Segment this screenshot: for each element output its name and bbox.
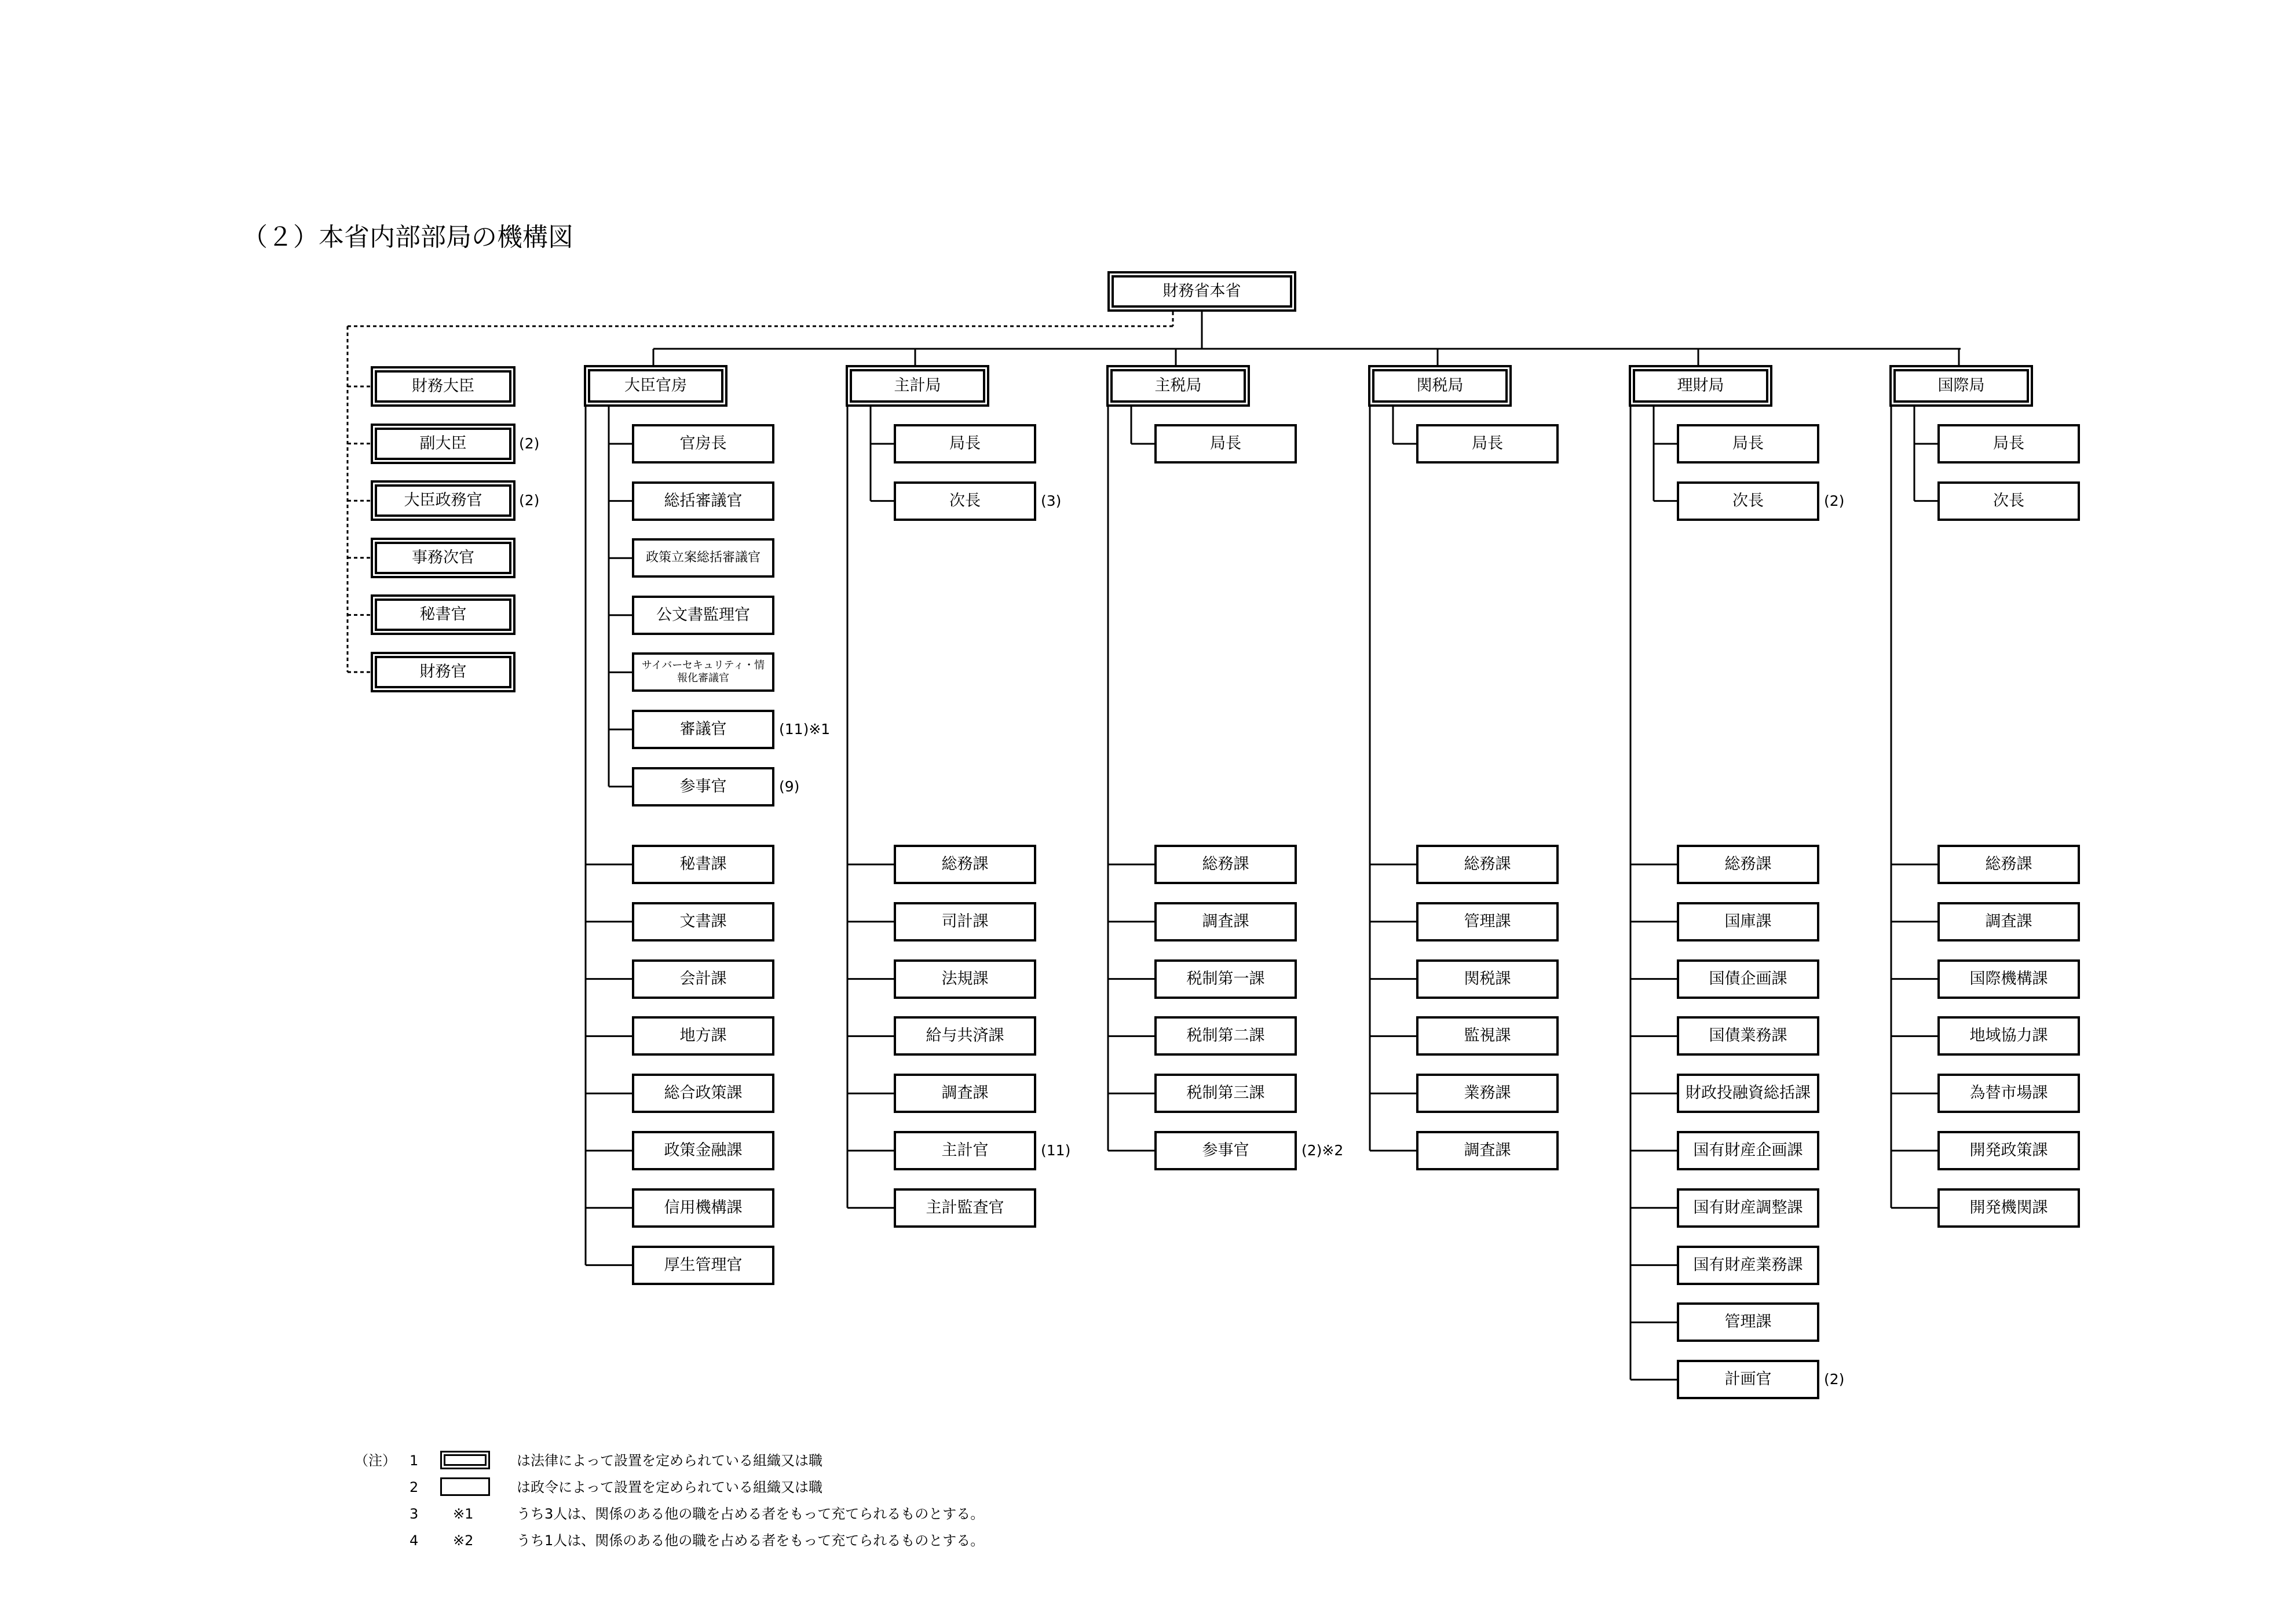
box-label: 秘書官 — [419, 605, 467, 624]
footnote-symbol: ※2 — [453, 1532, 474, 1549]
division-box — [1937, 902, 2080, 941]
box-label: 公文書監理官 — [656, 605, 750, 624]
bureau-box — [1106, 365, 1250, 407]
footnote-heading: （注） — [354, 1453, 396, 1469]
page-title: （２）本省内部部局の機構図 — [242, 222, 573, 252]
footnote-text: うち1人は、関係のある他の職を占める者をもって充てられるものとする。 — [517, 1532, 985, 1549]
division-box — [632, 959, 774, 999]
division-box — [1154, 1016, 1297, 1056]
division-box — [632, 1188, 774, 1228]
box-label: 会計課 — [679, 969, 727, 988]
box-label: 財政投融資総括課 — [1686, 1084, 1811, 1103]
box-label: 次長 — [1732, 491, 1764, 510]
bureau-box — [846, 365, 989, 407]
division-box — [632, 1246, 774, 1285]
box-label: 局長 — [1210, 435, 1241, 452]
box-label: サイバーセキュリティ・情報化審議官 — [641, 659, 765, 685]
box-label: 財務省本省 — [1162, 282, 1241, 300]
official-box — [1937, 481, 2080, 521]
division-box — [1154, 959, 1297, 999]
executive-box — [371, 480, 515, 521]
legal-box-swatch — [440, 1451, 490, 1469]
official-box — [894, 481, 1036, 521]
box-label: 次長 — [1993, 491, 2024, 510]
box-label: 地域協力課 — [1969, 1027, 2048, 1045]
box-label: 大臣政務官 — [404, 491, 482, 510]
box-label: 主計官 — [941, 1141, 989, 1159]
footnote-number: 3 — [410, 1506, 419, 1522]
footnote-text: は法律によって設置を定められている組織又は職 — [517, 1453, 822, 1469]
division-box — [1937, 1188, 2080, 1228]
footnote-number: 2 — [410, 1479, 419, 1495]
count-note: (2) — [519, 435, 540, 452]
box-label: 総務課 — [941, 855, 989, 873]
box-label: 給与共済課 — [926, 1027, 1004, 1045]
box-label: 総括審議官 — [664, 491, 743, 510]
box-label: 局長 — [1472, 435, 1503, 452]
box-label: 関税局 — [1416, 377, 1464, 395]
division-box — [894, 902, 1036, 941]
count-note: (3) — [1041, 492, 1062, 509]
box-label: 理財局 — [1677, 377, 1724, 395]
division-box — [1154, 1074, 1297, 1113]
box-label: 為替市場課 — [1969, 1084, 2048, 1103]
official-box — [632, 767, 774, 806]
box-label: 主計局 — [894, 377, 941, 395]
division-box — [1677, 1188, 1819, 1228]
box-label: 地方課 — [679, 1027, 727, 1045]
box-label: 管理課 — [1464, 912, 1511, 930]
count-note: (2)※2 — [1301, 1142, 1344, 1159]
official-box — [632, 652, 774, 692]
count-note: (11) — [1041, 1142, 1071, 1159]
division-box — [1677, 1360, 1819, 1399]
footnote-number: 4 — [410, 1532, 419, 1549]
official-box — [632, 596, 774, 635]
footnote-text: うち3人は、関係のある他の職を占める者をもって充てられるものとする。 — [517, 1506, 985, 1522]
box-label: 国有財産調整課 — [1693, 1198, 1803, 1217]
division-box — [894, 845, 1036, 884]
division-box — [1416, 845, 1559, 884]
box-label: 審議官 — [679, 720, 727, 738]
box-label: 秘書課 — [679, 855, 727, 873]
box-label: 財務大臣 — [412, 377, 474, 395]
box-label: 司計課 — [941, 912, 989, 930]
box-label: 大臣官房 — [624, 377, 687, 395]
division-box — [1416, 1131, 1559, 1170]
division-box — [1937, 1131, 2080, 1170]
division-box — [1677, 1246, 1819, 1285]
box-label: 国債企画課 — [1709, 969, 1787, 988]
box-label: 主税局 — [1154, 377, 1202, 395]
count-note: (9) — [779, 778, 800, 795]
division-box — [1154, 845, 1297, 884]
division-box — [1677, 1016, 1819, 1056]
box-label: 主計監査官 — [926, 1198, 1004, 1217]
box-label: 参事官 — [1202, 1141, 1249, 1159]
official-box — [1154, 424, 1297, 464]
count-note: (2) — [1824, 492, 1845, 509]
executive-box — [371, 652, 515, 692]
box-label: 総務課 — [1202, 855, 1249, 873]
division-box — [894, 1016, 1036, 1056]
bureau-box — [1889, 365, 2033, 407]
official-box — [1937, 424, 2080, 464]
box-label: 調査課 — [941, 1084, 989, 1103]
official-box — [632, 481, 774, 521]
box-label: 調査課 — [1985, 912, 2032, 930]
box-label: 管理課 — [1724, 1313, 1772, 1331]
official-box — [632, 424, 774, 464]
footnote-number: 1 — [410, 1453, 419, 1469]
box-label: 開発政策課 — [1969, 1141, 2048, 1159]
box-label: 調査課 — [1464, 1141, 1511, 1159]
box-label: 参事官 — [679, 777, 727, 795]
division-box — [1416, 1016, 1559, 1056]
box-label: 国庫課 — [1724, 912, 1772, 930]
official-box — [1677, 481, 1819, 521]
count-note: (11)※1 — [779, 721, 831, 738]
box-label: 国債業務課 — [1709, 1027, 1787, 1045]
box-label: 税制第三課 — [1186, 1084, 1265, 1103]
division-box — [1937, 845, 2080, 884]
count-note: (2) — [1824, 1371, 1845, 1388]
division-box — [1677, 1302, 1819, 1342]
bureau-box — [584, 365, 727, 407]
footnote-symbol: ※1 — [453, 1506, 474, 1522]
division-box — [632, 1016, 774, 1056]
box-label: 官房長 — [679, 435, 727, 452]
division-box — [1154, 1131, 1297, 1170]
executive-box — [371, 366, 515, 407]
box-label: 計画官 — [1724, 1370, 1772, 1389]
count-note: (2) — [519, 492, 540, 509]
box-label: 副大臣 — [419, 434, 467, 452]
official-box — [894, 424, 1036, 464]
box-label: 総合政策課 — [664, 1084, 743, 1103]
bureau-box — [1629, 365, 1772, 407]
box-label: 事務次官 — [412, 548, 474, 567]
box-label: 業務課 — [1464, 1084, 1511, 1103]
division-box — [894, 1131, 1036, 1170]
box-label: 開発機関課 — [1969, 1198, 2048, 1217]
box-label: 文書課 — [679, 912, 727, 930]
division-box — [894, 1188, 1036, 1228]
box-label: 厚生管理官 — [664, 1256, 743, 1274]
division-box — [1937, 1074, 2080, 1113]
box-label: 総務課 — [1724, 855, 1772, 873]
box-label: 政策立案総括審議官 — [645, 550, 761, 565]
box-label: 信用機構課 — [664, 1198, 743, 1217]
box-label: 税制第一課 — [1186, 969, 1265, 988]
box-label: 次長 — [949, 491, 981, 510]
box-label: 関税課 — [1464, 969, 1511, 988]
official-box — [632, 710, 774, 749]
division-box — [632, 1074, 774, 1113]
division-box — [1677, 1074, 1819, 1113]
box-label: 国際機構課 — [1969, 969, 2048, 988]
box-label: 総務課 — [1464, 855, 1511, 873]
order-box-swatch — [440, 1477, 490, 1496]
division-box — [1937, 1016, 2080, 1056]
division-box — [1416, 959, 1559, 999]
division-box — [1416, 1074, 1559, 1113]
box-label: 国有財産業務課 — [1693, 1256, 1803, 1274]
division-box — [1937, 959, 2080, 999]
box-label: 国際局 — [1937, 377, 1985, 395]
official-box — [1416, 424, 1559, 464]
division-box — [632, 1131, 774, 1170]
box-label: 法規課 — [941, 969, 989, 988]
division-box — [894, 1074, 1036, 1113]
footnote-text: は政令によって設置を定められている組織又は職 — [517, 1479, 822, 1495]
division-box — [1677, 845, 1819, 884]
executive-box — [371, 538, 515, 578]
division-box — [632, 902, 774, 941]
executive-box — [371, 424, 515, 464]
official-box — [632, 538, 774, 578]
division-box — [1677, 902, 1819, 941]
bureau-box — [1368, 365, 1512, 407]
division-box — [1154, 902, 1297, 941]
box-label: 監視課 — [1464, 1027, 1511, 1045]
box-label: 局長 — [1993, 435, 2024, 452]
official-box — [1677, 424, 1819, 464]
box-label: 政策金融課 — [664, 1141, 743, 1159]
root-node — [1107, 271, 1296, 312]
executive-box — [371, 594, 515, 635]
division-box — [1677, 959, 1819, 999]
division-box — [1416, 902, 1559, 941]
box-label: 税制第二課 — [1186, 1027, 1265, 1045]
division-box — [1677, 1131, 1819, 1170]
division-box — [632, 845, 774, 884]
box-label: 財務官 — [419, 663, 467, 681]
box-label: 調査課 — [1202, 912, 1249, 930]
box-label: 局長 — [1732, 435, 1764, 452]
box-label: 局長 — [949, 435, 981, 452]
division-box — [894, 959, 1036, 999]
box-label: 総務課 — [1985, 855, 2032, 873]
box-label: 国有財産企画課 — [1693, 1141, 1803, 1159]
